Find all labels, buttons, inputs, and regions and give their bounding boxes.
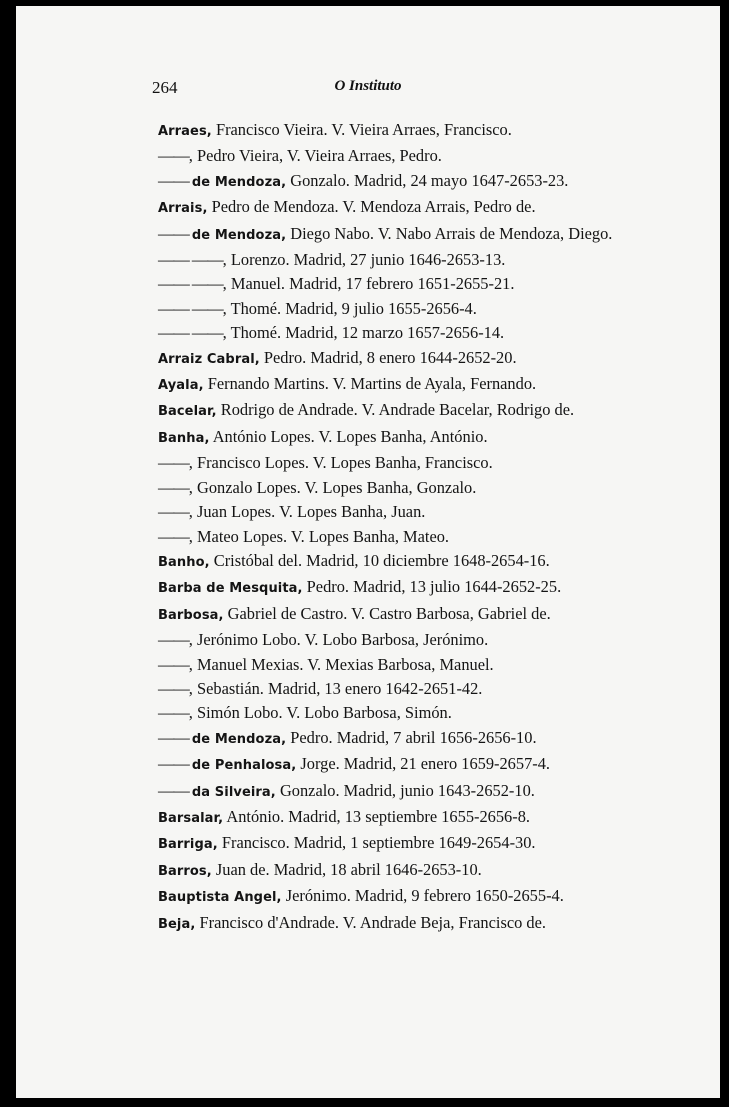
entry-text: Juan de. Madrid, 18 abril 1646-2653-10. — [211, 859, 482, 879]
entry-headword: Arraes, — [158, 124, 212, 139]
index-entry — [158, 628, 638, 652]
entry-text: Pedro. Madrid, 13 julio 1644-2652-25. — [302, 577, 562, 597]
entry-text: Diego Nabo. V. Nabo Arrais de Mendoza, Diego. — [286, 223, 613, 243]
entry-headword: Arrais, — [158, 201, 208, 217]
index-entry — [158, 346, 638, 372]
index-entry — [158, 451, 638, 475]
entry-text: Gonzalo. Madrid, junio 1643-2652-10. — [275, 780, 535, 800]
entry-headword: Barsalar, — [158, 810, 224, 826]
ditto-dash: —— — [158, 654, 189, 674]
entry-text: António. Madrid, 13 septiembre 1655-2656-8. — [223, 806, 530, 826]
entry-text: Francisco d'Andrade. V. Andrade Beja, Francisco de. — [195, 912, 546, 932]
index-entry — [158, 525, 638, 549]
index-entry — [158, 118, 638, 144]
ditto-dash: —— —— — [158, 250, 223, 270]
page-number: 264 — [152, 78, 178, 97]
entry-text: Jorge. Madrid, 21 enero 1659-2657-4. — [296, 754, 551, 774]
index-entry — [158, 779, 638, 805]
ditto-dash: —— — [158, 754, 192, 774]
entry-headword: Banho, — [158, 554, 210, 570]
entry-text: Pedro. Madrid, 8 enero 1644-2652-20. — [259, 347, 517, 367]
index-entry — [158, 805, 638, 831]
entry-text: , Thomé. Madrid, 9 julio 1655-2656-4. — [222, 298, 477, 318]
index-entry — [158, 831, 638, 857]
index-entry — [158, 169, 638, 195]
entry-headword: Bauptista Angel, — [158, 890, 282, 906]
ditto-dash: —— —— — [158, 274, 223, 294]
entry-text: , Jerónimo Lobo. V. Lobo Barbosa, Jerónimo. — [188, 630, 489, 650]
entry-list — [158, 118, 638, 937]
index-entry — [158, 272, 638, 296]
ditto-dash: —— —— — [158, 323, 223, 343]
entry-headword: Banha, — [158, 430, 210, 446]
entry-headword: Bacelar, — [158, 404, 217, 420]
entry-text: , Gonzalo Lopes. V. Lopes Banha, Gonzalo. — [188, 477, 477, 497]
ditto-dash: —— — [158, 477, 189, 497]
index-entry — [158, 398, 638, 424]
ditto-dash: —— — [158, 703, 189, 723]
entry-headword: Barriga, — [158, 837, 218, 853]
index-entry — [158, 425, 638, 451]
entry-text: Francisco. Madrid, 1 septiembre 1649-2654-30. — [217, 833, 536, 853]
entry-headword: Arraiz Cabral, — [158, 351, 260, 367]
index-entry — [158, 911, 638, 937]
ditto-dash: —— — [158, 453, 189, 473]
ditto-dash: —— — [158, 502, 189, 522]
index-entry — [158, 858, 638, 884]
ditto-dash: —— —— — [158, 298, 223, 318]
entry-text: , Pedro Vieira, V. Vieira Arraes, Pedro. — [188, 146, 442, 166]
entry-headword: Ayala, — [158, 378, 204, 394]
running-title: O Instituto — [334, 78, 402, 94]
page-header — [16, 78, 720, 102]
ditto-dash: —— — [158, 146, 189, 166]
entry-text: , Thomé. Madrid, 12 marzo 1657-2656-14. — [222, 323, 505, 343]
book-page — [16, 6, 720, 1098]
entry-text: Francisco Vieira. V. Vieira Arraes, Francisco. — [211, 120, 512, 139]
index-entry — [158, 884, 638, 910]
entry-headword: Beja, — [158, 916, 196, 932]
entry-text: Pedro de Mendoza. V. Mendoza Arrais, Pedro de. — [207, 197, 536, 217]
index-entry — [158, 248, 638, 272]
entry-text: Pedro. Madrid, 7 abril 1656-2656-10. — [286, 727, 537, 747]
entry-text: Rodrigo de Andrade. V. Andrade Bacelar, Rodrigo de. — [216, 400, 575, 420]
index-entry — [158, 726, 638, 752]
entry-text: Cristóbal del. Madrid, 10 diciembre 1648-2654-16. — [209, 550, 550, 570]
entry-text: António Lopes. V. Lopes Banha, António. — [209, 426, 488, 446]
ditto-dash: —— — [158, 170, 192, 190]
ditto-dash: —— — [158, 223, 192, 243]
index-entry — [158, 372, 638, 398]
entry-text: , Juan Lopes. V. Lopes Banha, Juan. — [188, 502, 426, 522]
index-entry — [158, 549, 638, 575]
index-entry — [158, 653, 638, 677]
entry-text: , Francisco Lopes. V. Lopes Banha, Francisco. — [188, 453, 493, 473]
index-entry — [158, 476, 638, 500]
index-entry — [158, 321, 638, 345]
entry-text: , Sebastián. Madrid, 13 enero 1642-2651-42. — [188, 678, 483, 698]
ditto-dash: —— — [158, 780, 192, 800]
index-entry — [158, 575, 638, 601]
ditto-dash: —— — [158, 678, 189, 698]
entry-headword: Barba de Mesquita, — [158, 581, 303, 597]
entry-headword: Barros, — [158, 863, 212, 879]
entry-headword: Barbosa, — [158, 607, 224, 623]
entry-headword: de Mendoza, — [191, 174, 287, 190]
ditto-dash: —— — [158, 727, 192, 747]
entry-text: Gabriel de Castro. V. Castro Barbosa, Gabriel de. — [223, 603, 551, 623]
entry-text: , Manuel. Madrid, 17 febrero 1651-2655-21. — [222, 274, 515, 294]
index-entry — [158, 222, 638, 248]
index-entry — [158, 602, 638, 628]
index-entry — [158, 500, 638, 524]
entry-headword: de Penhalosa, — [191, 758, 297, 774]
index-entry — [158, 297, 638, 321]
index-entry — [158, 677, 638, 701]
ditto-dash: —— — [158, 526, 189, 546]
entry-text: , Mateo Lopes. V. Lopes Banha, Mateo. — [188, 526, 450, 546]
entry-text: Jerónimo. Madrid, 9 febrero 1650-2655-4. — [281, 886, 564, 906]
entry-headword: da Silveira, — [191, 784, 276, 800]
entry-text: , Manuel Mexias. V. Mexias Barbosa, Manuel. — [188, 654, 494, 674]
entry-text: Fernando Martins. V. Martins de Ayala, Fernando. — [203, 374, 537, 394]
index-entry — [158, 752, 638, 778]
entry-headword: de Mendoza, — [191, 227, 287, 243]
index-entry — [158, 701, 638, 725]
index-entry — [158, 195, 638, 221]
entry-text: , Simón Lobo. V. Lobo Barbosa, Simón. — [188, 703, 452, 723]
entry-headword: de Mendoza, — [191, 731, 287, 747]
entry-text: Gonzalo. Madrid, 24 mayo 1647-2653-23. — [286, 170, 569, 190]
entry-text: , Lorenzo. Madrid, 27 junio 1646-2653-13. — [222, 250, 506, 270]
ditto-dash: —— — [158, 630, 189, 650]
index-entry — [158, 144, 638, 168]
